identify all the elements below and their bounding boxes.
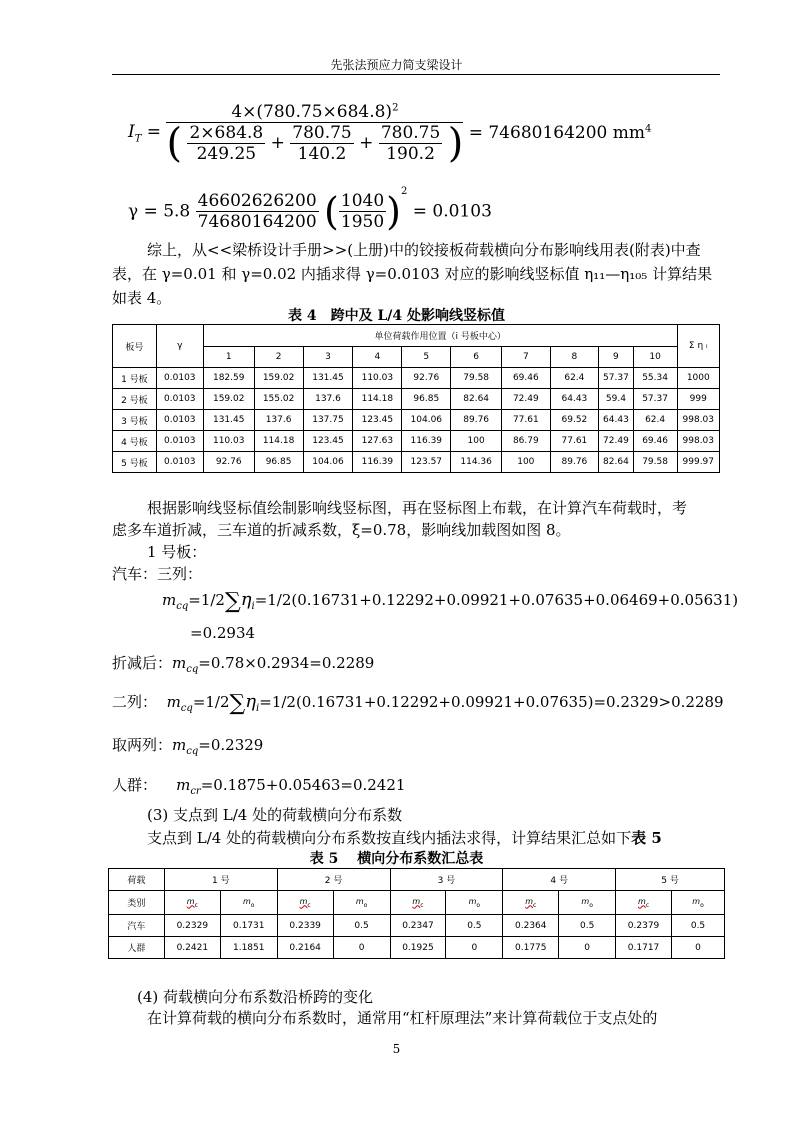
para2-line1: 根据影响线竖标值绘制影响线竖标图，再在竖标图上布载，在计算汽车荷载时，考 — [147, 499, 688, 517]
t5-sub-header — [277, 891, 333, 915]
crowd-expr: =0.1875+0.05463=0.2421 — [200, 776, 406, 794]
table5-cell: 0 — [559, 937, 616, 959]
table5-cell: 0.2164 — [277, 937, 333, 959]
table4-cell: 89.76 — [550, 452, 599, 473]
table4-cell: 104.06 — [303, 452, 353, 473]
m-sub: c — [533, 901, 537, 909]
t5-h-load1: 荷载 — [109, 869, 165, 891]
gamma-f1-den: 74680164200 — [197, 212, 317, 232]
table4-cell: 137.6 — [303, 389, 353, 410]
table4-row — [113, 389, 720, 410]
table4-cell: 92.76 — [203, 452, 254, 473]
m-sub: c — [420, 901, 424, 909]
eta-symbol: η — [240, 589, 252, 610]
t5-sub-header — [616, 891, 672, 915]
table4-cell: 69.52 — [550, 410, 599, 431]
table4-cell: 5 号板 — [113, 452, 157, 473]
table5-cell: 0.1775 — [503, 937, 559, 959]
table4-cell: 92.76 — [402, 368, 451, 389]
car2-line — [112, 690, 724, 721]
table4-cell: 104.06 — [402, 410, 451, 431]
table4-caption: 表 4 跨中及 L/4 处影响线竖标值 — [287, 308, 506, 324]
table4-cell: 96.85 — [254, 452, 303, 473]
table4-cell: 999 — [677, 389, 719, 410]
m-sub: c — [194, 901, 198, 909]
take2-label: 取两列： — [112, 736, 173, 754]
car3-expr: =1/2(0.16731+0.12292+0.09921+0.07635+0.06469+0.05631) — [254, 591, 739, 609]
table4-header-group: 单位荷载作用位置（i 号板中心） — [203, 325, 677, 347]
m-symbol: m — [299, 896, 308, 906]
table5-cell: 0.2421 — [164, 937, 220, 959]
table5 — [108, 868, 725, 959]
car2-expr: =1/2(0.16731+0.12292+0.09921+0.07635)=0.2329>0.2289 — [259, 693, 724, 711]
table5-cell: 人群 — [109, 937, 165, 959]
sec4-heading: (4) 荷载横向分布系数沿桥跨的变化 — [137, 988, 374, 1006]
page-number: 5 — [392, 1042, 401, 1056]
table4-cell: 69.46 — [633, 431, 677, 452]
t5-sub-header — [559, 891, 616, 915]
table4-cell: 57.37 — [599, 368, 633, 389]
it-num-exp: 2 — [392, 102, 399, 114]
plus-sign: + — [359, 133, 374, 153]
m-sub: o — [476, 901, 481, 909]
cq-sub: cq — [180, 703, 193, 714]
m-symbol: m — [176, 776, 191, 794]
table4-cell: 57.37 — [633, 389, 677, 410]
table5-cell: 0.2347 — [390, 915, 446, 937]
table4-cell: 62.4 — [633, 410, 677, 431]
table4-cell: 0.0103 — [156, 368, 203, 389]
table5-cell: 0.5 — [559, 915, 616, 937]
table4-row — [113, 410, 720, 431]
table5-cell: 0.1925 — [390, 937, 446, 959]
table4-header-gamma: γ — [156, 325, 203, 368]
it-lhs: I — [128, 121, 135, 142]
table4-cell: 0.0103 — [156, 410, 203, 431]
m-sub: c — [645, 901, 650, 909]
table5-cell: 0 — [333, 937, 390, 959]
table4-cell: 82.64 — [451, 389, 502, 410]
cr-sub: cr — [190, 786, 201, 797]
table4-cell: 0.0103 — [156, 389, 203, 410]
para1-line3: 如表 4。 — [112, 289, 172, 307]
gamma-exp: 2 — [400, 186, 408, 197]
table5-caption: 表 5 横向分布系数汇总表 — [309, 851, 484, 867]
gamma-f1-num: 46602626200 — [197, 191, 317, 211]
table4-cell: 89.76 — [451, 410, 502, 431]
header-rule — [112, 74, 720, 75]
car2-label: 二列： — [112, 693, 158, 711]
table5-cell: 0.5 — [672, 915, 725, 937]
table4-cell: 159.02 — [203, 389, 254, 410]
t5-sub-header — [446, 891, 503, 915]
m-symbol: m — [172, 736, 187, 754]
table4-cell: 998.03 — [677, 431, 719, 452]
table4-pos-header: 3 — [303, 347, 353, 368]
table5-cell: 0.1731 — [220, 915, 277, 937]
eq-half: =1/2 — [188, 591, 225, 609]
gamma-result: = 0.0103 — [412, 201, 492, 222]
sec3-heading: (3) 支点到 L/4 处的荷载横向分布系数 — [147, 806, 403, 824]
it-result: = 74680164200 mm — [468, 123, 645, 143]
table4-row — [113, 368, 720, 389]
table4-cell: 82.64 — [599, 452, 633, 473]
sum-symbol: ∑ — [224, 589, 241, 614]
table4-cell: 116.39 — [402, 431, 451, 452]
table4-cell: 77.61 — [502, 410, 551, 431]
eta-symbol: η — [245, 691, 257, 712]
table4-pos-header: 4 — [353, 347, 402, 368]
table4-pos-header: 1 — [203, 347, 254, 368]
table4-cell: 0.0103 — [156, 431, 203, 452]
sum-symbol: ∑ — [229, 691, 246, 716]
table4-pos-header: 10 — [633, 347, 677, 368]
table4 — [112, 324, 720, 473]
table4-cell: 86.79 — [502, 431, 551, 452]
t5-sub-header — [164, 891, 220, 915]
table4-cell: 55.34 — [633, 368, 677, 389]
gamma-f2-den: 1950 — [340, 212, 385, 232]
table4-cell: 0.0103 — [156, 452, 203, 473]
table4-cell: 123.45 — [303, 431, 353, 452]
t5-board-header: 5 号 — [616, 869, 725, 891]
table4-cell: 64.43 — [599, 410, 633, 431]
table5-cell: 0.5 — [446, 915, 503, 937]
table4-cell: 96.85 — [402, 389, 451, 410]
it-d1-num: 2×684.8 — [189, 123, 264, 143]
table4-cell: 1 号板 — [113, 368, 157, 389]
m-symbol: m — [166, 693, 181, 711]
table4-cell: 999.97 — [677, 452, 719, 473]
m-symbol: m — [162, 591, 177, 609]
table4-cell: 3 号板 — [113, 410, 157, 431]
para1-line2: 表，在 γ=0.01 和 γ=0.02 内插求得 γ=0.0103 对应的影响线竖标值 η₁₁—η₁₀₅ 计算结果 — [112, 265, 713, 283]
crowd-line — [112, 773, 405, 804]
table5-cell: 0.2339 — [277, 915, 333, 937]
it-d1-den: 249.25 — [196, 144, 257, 164]
table4-cell: 110.03 — [203, 431, 254, 452]
table4-pos-header: 7 — [502, 347, 551, 368]
table5-cell: 0.2379 — [616, 915, 672, 937]
m-sub: c — [307, 901, 311, 909]
table4-header-sum: Σ η ᵢ — [677, 325, 719, 368]
table5-row — [109, 915, 725, 937]
t5-sub-header — [220, 891, 277, 915]
sec3-line-bold: 表 5 — [631, 829, 662, 847]
table4-pos-header: 9 — [599, 347, 633, 368]
para2-line2: 虑多车道折减，三车道的折减系数，ξ=0.78，影响线加载图如图 8。 — [112, 521, 571, 539]
t5-sub-header — [503, 891, 559, 915]
table4-cell: 100 — [451, 431, 502, 452]
it-d3-den: 190.2 — [386, 144, 435, 164]
it-d3-num: 780.75 — [380, 123, 441, 143]
m-symbol: m — [355, 896, 364, 906]
t5-board-header: 2 号 — [277, 869, 390, 891]
it-d2-den: 140.2 — [297, 144, 347, 164]
table4-cell: 72.49 — [502, 389, 551, 410]
table4-pos-header: 6 — [451, 347, 502, 368]
table5-cell: 1.1851 — [220, 937, 277, 959]
table4-cell: 2 号板 — [113, 389, 157, 410]
para2-line3: 1 号板： — [147, 543, 207, 561]
m-sub: o — [363, 901, 368, 909]
m-symbol: m — [243, 896, 251, 906]
formula-it: $I_T$ = $4\times(780.75\times 684.8)^2$ ( $\frac{2\times 684.8}{249.25}$ + $\frac{780.75}{140.2}$ + $\frac{780.75}{190.2}$ ) = 74680164200 $mm^4$ — [128, 102, 652, 167]
table4-pos-header: 5 — [402, 347, 451, 368]
table4-cell: 137.75 — [303, 410, 353, 431]
table4-cell: 69.46 — [502, 368, 551, 389]
it-numerator: 4×(780.75×684.8) — [231, 102, 393, 122]
gamma-f2-num: 1040 — [340, 191, 385, 211]
plus-sign: + — [270, 133, 285, 153]
sec3-line: 支点到 L/4 处的荷载横向分布系数按直线内插法求得，计算结果汇总如下 — [147, 829, 632, 847]
table4-cell: 59.4 — [599, 389, 633, 410]
table4-cell: 72.49 — [599, 431, 633, 452]
m-symbol: m — [638, 896, 646, 906]
gamma-lhs: γ = 5.8 — [128, 201, 191, 222]
it-d2-num: 780.75 — [292, 123, 352, 143]
table4-pos-header: 8 — [550, 347, 599, 368]
m-symbol: m — [692, 896, 701, 906]
m-sub: o — [250, 901, 255, 909]
table4-cell: 155.02 — [254, 389, 303, 410]
m-symbol: m — [172, 654, 187, 672]
table4-cell: 77.61 — [550, 431, 599, 452]
table4-cell: 114.18 — [353, 389, 402, 410]
para1-line1: 综上，从<<梁桥设计手册>>(上册)中的铰接板荷载横向分布影响线用表(附表)中查 — [147, 241, 701, 259]
table4-header-board: 板号 — [113, 325, 157, 368]
m-symbol: m — [186, 896, 195, 906]
car3-label: 汽车：三列： — [112, 565, 203, 583]
table5-cell: 0.2329 — [164, 915, 220, 937]
t5-sub-header — [672, 891, 725, 915]
table4-cell: 100 — [502, 452, 551, 473]
table4-cell: 114.18 — [254, 431, 303, 452]
sec3-line-wrap — [147, 826, 662, 850]
cq-sub: cq — [186, 664, 199, 675]
reduced-expr: =0.78×0.2934=0.2289 — [198, 654, 375, 672]
t5-sub-header — [390, 891, 446, 915]
t5-h-load2: 类别 — [109, 891, 165, 915]
table4-cell: 62.4 — [550, 368, 599, 389]
table4-cell: 131.45 — [203, 410, 254, 431]
eq-half: =1/2 — [192, 693, 230, 711]
reduced-line — [112, 651, 374, 682]
m-sub: o — [700, 901, 704, 909]
t5-board-header: 4 号 — [503, 869, 616, 891]
table4-cell: 4 号板 — [113, 431, 157, 452]
table4-cell: 79.58 — [451, 368, 502, 389]
t5-sub-header — [333, 891, 390, 915]
table5-cell: 0.1717 — [616, 937, 672, 959]
table5-cell: 汽车 — [109, 915, 165, 937]
take2-expr: =0.2329 — [198, 736, 264, 754]
table4-cell: 114.36 — [451, 452, 502, 473]
table5-cell: 0.2364 — [503, 915, 559, 937]
m-symbol: m — [412, 896, 421, 906]
m-symbol: m — [581, 896, 590, 906]
table4-cell: 123.45 — [353, 410, 402, 431]
eta-sub: i — [251, 601, 255, 612]
crowd-label: 人群： — [112, 776, 158, 794]
take2-line — [112, 733, 263, 764]
table4-cell: 182.59 — [203, 368, 254, 389]
table4-row — [113, 431, 720, 452]
table4-cell: 159.02 — [254, 368, 303, 389]
table4-cell: 137.6 — [254, 410, 303, 431]
t5-board-header: 1 号 — [164, 869, 277, 891]
table5-cell: 0.5 — [333, 915, 390, 937]
table4-cell: 1000 — [677, 368, 719, 389]
table4-cell: 110.03 — [353, 368, 402, 389]
it-result-exp: 4 — [645, 123, 652, 135]
t5-board-header: 3 号 — [390, 869, 503, 891]
table5-cell: 0 — [446, 937, 503, 959]
car3-result: =0.2934 — [190, 624, 256, 642]
table5-row — [109, 937, 725, 959]
it-sub: T — [134, 133, 142, 145]
formula-gamma: γ = 5.8 $\frac{46602626200}{74680164200}$ ( $\frac{1040}{1950}$ )$^2$ = 0.0103 — [128, 186, 492, 234]
it-fraction: $4\times(780.75\times 684.8)^2$ ( $\frac{2\times 684.8}{249.25}$ + $\frac{780.75}{140.2}$ + $\frac{780.75}{190.2}$ ) — [166, 102, 464, 167]
m-sub: o — [589, 901, 593, 909]
table4-cell: 127.63 — [353, 431, 402, 452]
table4-pos-header: 2 — [254, 347, 303, 368]
table5-cell: 0 — [672, 937, 725, 959]
running-header: 先张法预应力简支梁设计 — [330, 58, 463, 72]
cq-sub: cq — [186, 746, 199, 757]
reduced-label: 折减后： — [112, 654, 173, 672]
sec4-line: 在计算荷载的横向分布系数时，通常用“杠杆原理法”来计算荷载位于支点处的 — [147, 1009, 658, 1027]
eta-sub: i — [256, 703, 260, 714]
table4-cell: 131.45 — [303, 368, 353, 389]
table4-cell: 64.43 — [550, 389, 599, 410]
table4-cell: 116.39 — [353, 452, 402, 473]
m-symbol: m — [468, 896, 477, 906]
table4-row — [113, 452, 720, 473]
m-symbol: m — [525, 896, 533, 906]
cq-sub: cq — [176, 601, 189, 612]
table4-cell: 79.58 — [633, 452, 677, 473]
table4-cell: 998.03 — [677, 410, 719, 431]
table4-cell: 123.57 — [402, 452, 451, 473]
car3-line — [162, 588, 738, 619]
